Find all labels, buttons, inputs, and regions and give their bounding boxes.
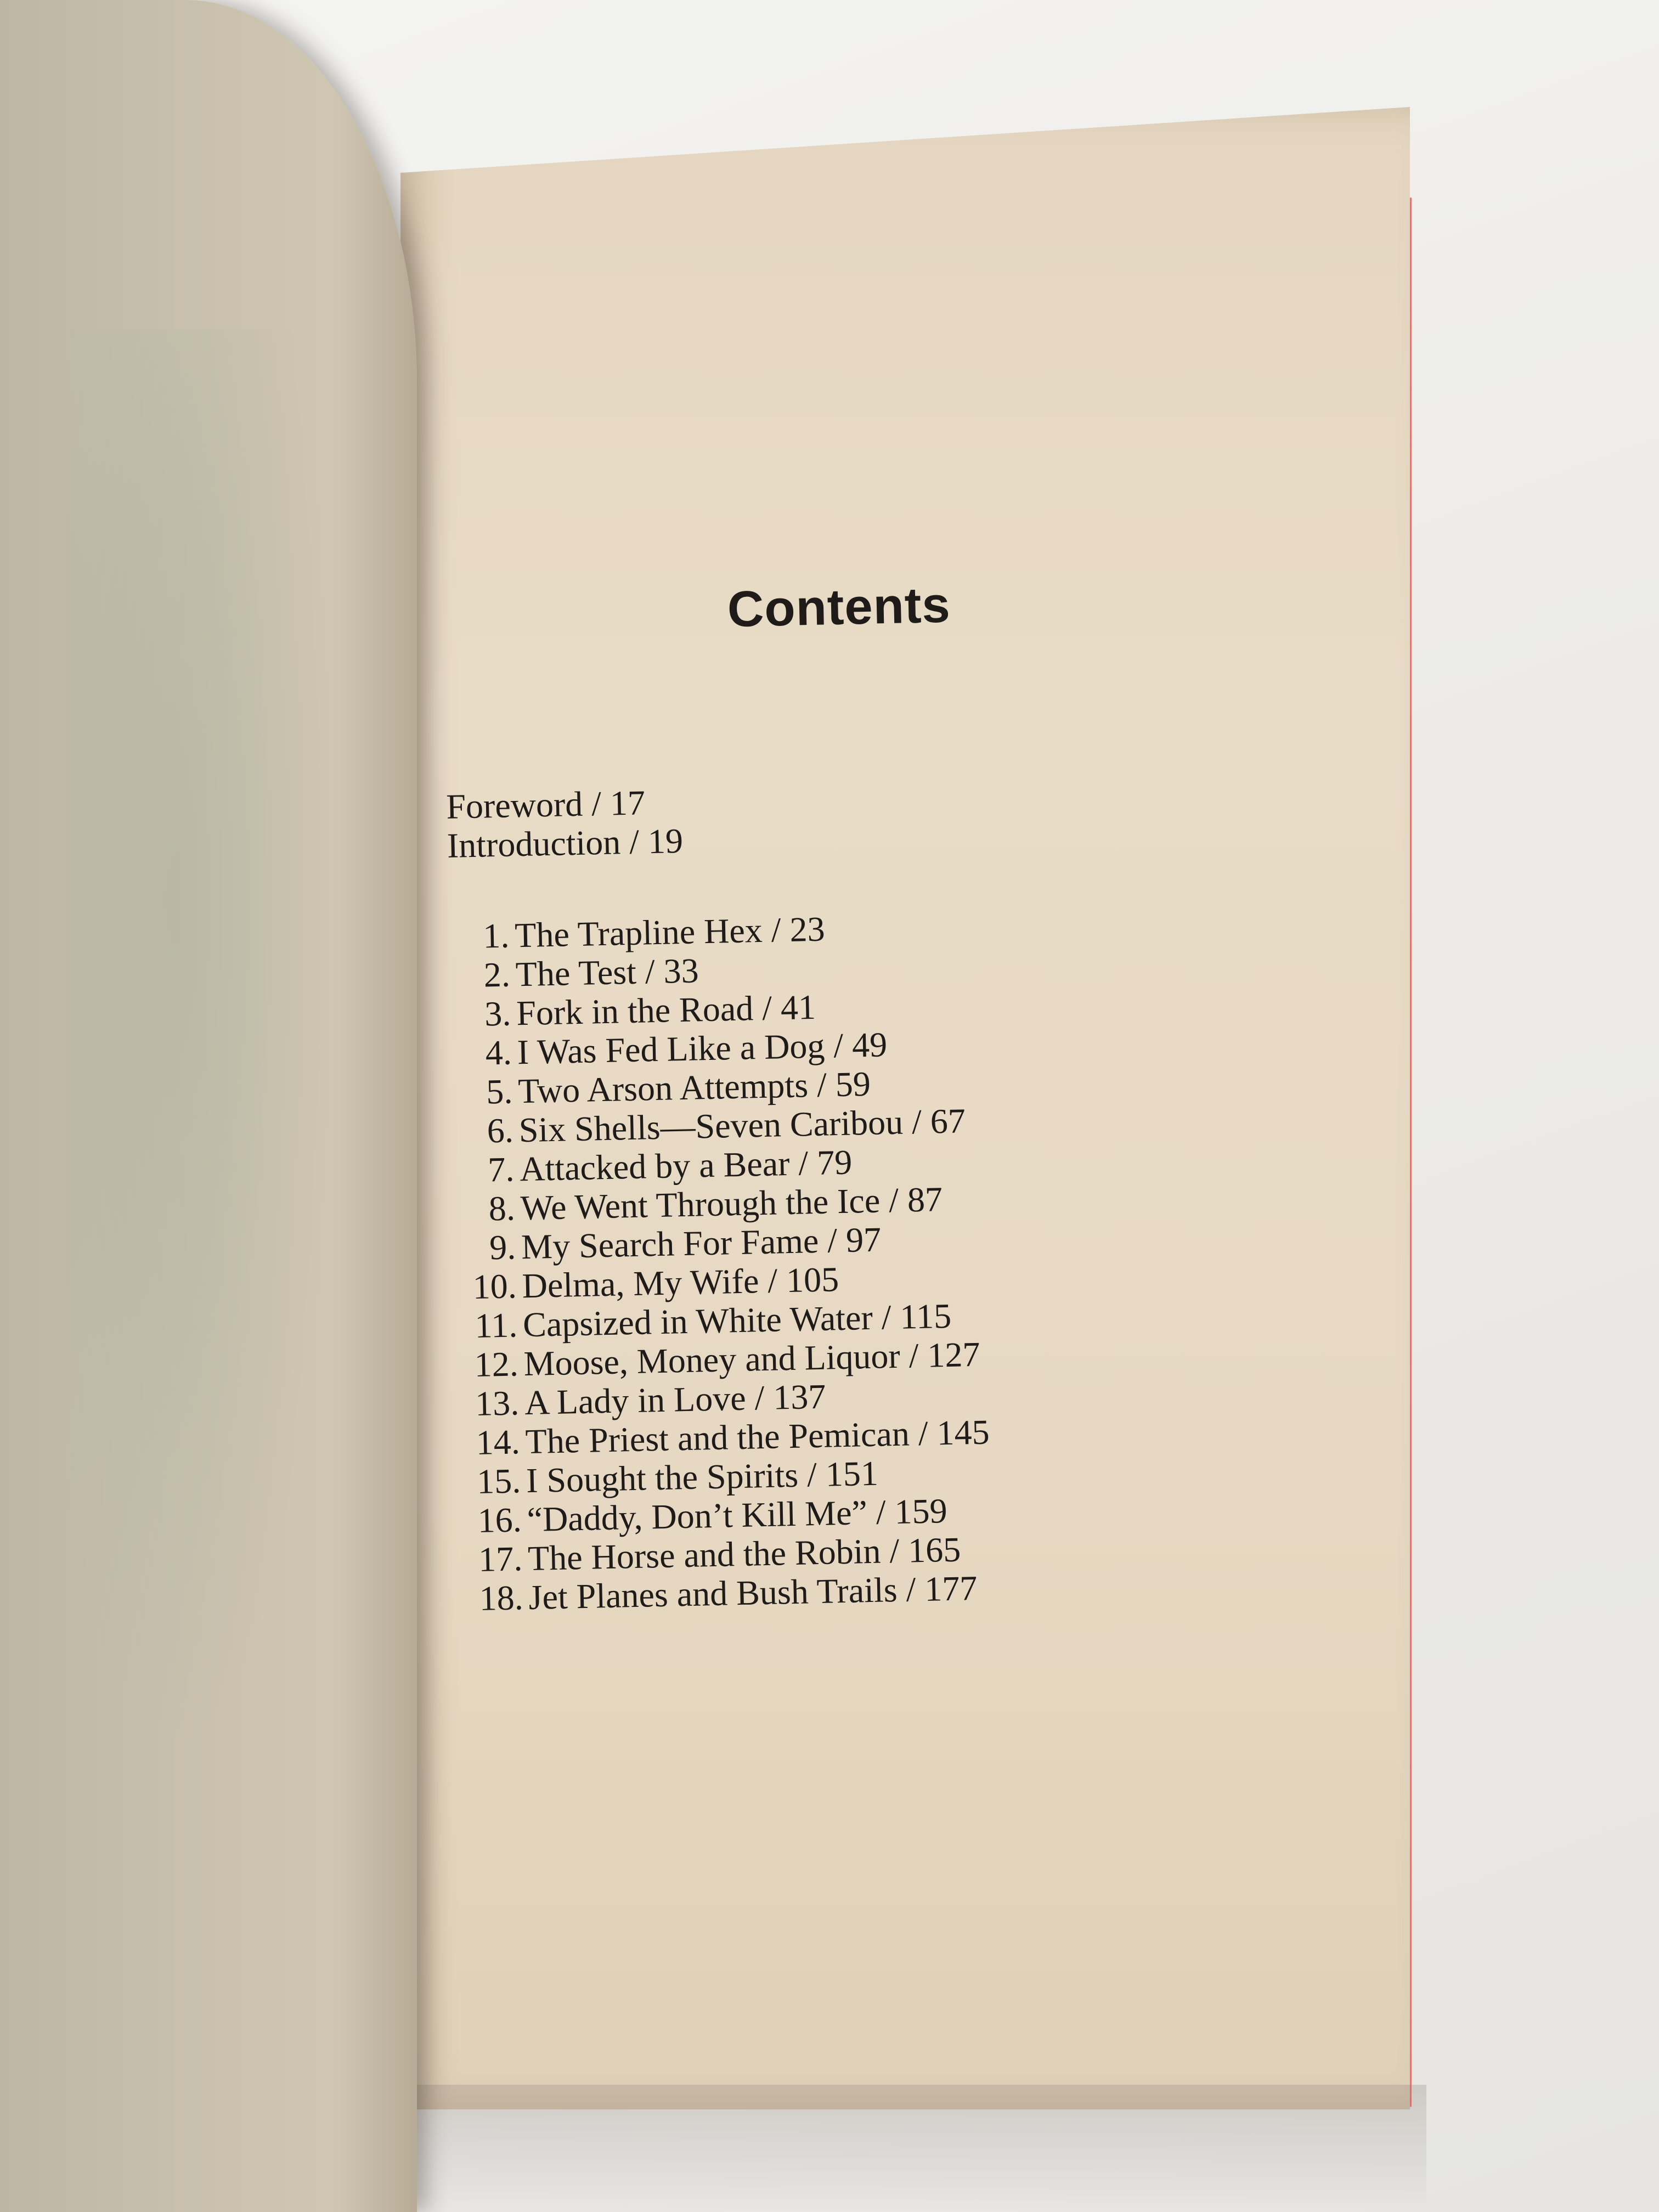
chapter-number: 3. (484, 994, 512, 1034)
chapter-number: 9. (489, 1227, 516, 1267)
chapter-page: 49 (851, 1025, 888, 1065)
chapter-page: 23 (789, 909, 826, 949)
chapter-title: Two Arson Attempts (517, 1065, 809, 1111)
chapter-title: Attacked by a Bear (519, 1143, 791, 1189)
chapter-page: 145 (936, 1412, 990, 1453)
front-matter-list (446, 771, 1243, 865)
chapter-page: 137 (772, 1376, 827, 1417)
chapter-number: 6. (487, 1110, 514, 1150)
front-matter-item: Foreword / 17 (445, 783, 646, 826)
chapter-page: 87 (907, 1180, 943, 1220)
chapter-item: 6. Six Shells—Seven Caribou / 67 (453, 1095, 1249, 1150)
chapter-number: 2. (483, 955, 511, 995)
chapter-number: 12. (473, 1344, 519, 1385)
chapter-title: Six Shells—Seven Caribou (518, 1102, 904, 1150)
chapter-item: 15. I Sought the Spirits / 151 (476, 1453, 879, 1502)
chapter-title: I Sought the Spirits (526, 1455, 799, 1500)
chapter-title: I Was Fed Like a Dog (517, 1026, 826, 1072)
chapter-number: 10. (472, 1266, 517, 1307)
chapter-page: 33 (663, 951, 699, 991)
entry-label: Introduction (447, 822, 621, 865)
chapter-item: 7. Attacked by a Bear / 79 (454, 1134, 1250, 1189)
chapter-title: A Lady in Love (524, 1378, 747, 1423)
chapter-item: 17. The Horse and the Robin / 165 (478, 1530, 961, 1579)
chapter-title: Delma, My Wife (521, 1261, 760, 1306)
chapter-number: 7. (487, 1149, 515, 1189)
chapter-number: 11. (474, 1305, 518, 1346)
chapter-number: 13. (475, 1383, 520, 1424)
chapter-title: The Trapline Hex (514, 910, 763, 955)
chapter-item: 10. Delma, My Wife / 105 (472, 1260, 839, 1307)
chapter-number: 16. (477, 1500, 522, 1540)
chapter-number: 18. (478, 1578, 524, 1618)
chapter-page: 159 (894, 1491, 948, 1532)
chapter-item: 16. “Daddy, Don’t Kill Me” / 159 (477, 1491, 948, 1540)
entry-page: 19 (647, 821, 684, 861)
chapter-item: 11. Capsized in White Water / 115 (456, 1290, 1252, 1345)
chapter-item: 1. The Trapline Hex / 23 (449, 901, 1245, 956)
chapter-number: 8. (488, 1188, 516, 1228)
chapter-page: 105 (786, 1260, 839, 1300)
table-of-contents (442, 571, 1259, 1618)
chapter-page: 177 (924, 1568, 978, 1609)
chapter-item: 2. The Test / 33 (449, 939, 1245, 995)
chapter-title: My Search For Fame (521, 1221, 819, 1267)
chapter-title: Fork in the Road (516, 989, 754, 1033)
front-matter-item: Introduction / 19 (447, 821, 684, 865)
chapter-title: The Priest and the Pemican (524, 1414, 910, 1462)
chapter-page: 165 (907, 1530, 961, 1570)
chapter-number: 17. (478, 1539, 523, 1579)
chapter-list (449, 901, 1259, 1618)
entry-label: Foreword (445, 784, 583, 826)
chapter-title: The Horse and the Robin (527, 1531, 882, 1578)
chapter-item: 8. We Went Through the Ice / 87 (454, 1173, 1250, 1228)
chapter-item: 4. I Was Fed Like a Dog / 49 (451, 1017, 1247, 1073)
chapter-title: Moose, Money and Liquor (523, 1336, 901, 1384)
chapter-item: 5. Two Arson Attempts / 59 (452, 1056, 1248, 1111)
page-shadow (384, 2085, 1426, 2212)
chapter-number: 1. (482, 916, 510, 956)
chapter-title: Jet Planes and Bush Trails (528, 1570, 898, 1617)
chapter-item: 3. Fork in the Road / 41 (450, 978, 1246, 1034)
chapter-title: The Test (515, 952, 637, 994)
chapter-page: 59 (835, 1064, 871, 1104)
chapter-page: 151 (825, 1453, 879, 1494)
chapter-page: 97 (845, 1220, 882, 1260)
chapter-number: 5. (486, 1071, 514, 1111)
chapter-item: 18. Jet Planes and Bush Trails / 177 (478, 1568, 978, 1618)
chapter-number: 4. (485, 1032, 512, 1073)
chapter-page: 127 (927, 1334, 981, 1375)
chapter-item: 14. The Priest and the Pemican / 145 (475, 1412, 990, 1463)
chapter-title: “Daddy, Don’t Kill Me” (526, 1493, 868, 1539)
chapter-title: We Went Through the Ice (520, 1181, 881, 1228)
left-page (0, 0, 417, 2212)
chapter-item: 12. Moose, Money and Liquor / 127 (473, 1334, 981, 1385)
chapter-title: Capsized in White Water (522, 1297, 873, 1345)
chapter-item: 13. A Lady in Love / 137 (475, 1376, 827, 1424)
chapter-number: 15. (476, 1461, 521, 1502)
chapter-page: 41 (780, 987, 816, 1028)
chapter-page: 67 (930, 1101, 966, 1141)
chapter-page: 79 (816, 1142, 853, 1182)
chapter-page: 115 (899, 1296, 952, 1336)
chapter-number: 14. (475, 1422, 521, 1463)
chapter-item: 9. My Search For Fame / 97 (455, 1212, 1251, 1267)
entry-page: 17 (610, 783, 646, 823)
contents-title: Contents (726, 577, 951, 638)
